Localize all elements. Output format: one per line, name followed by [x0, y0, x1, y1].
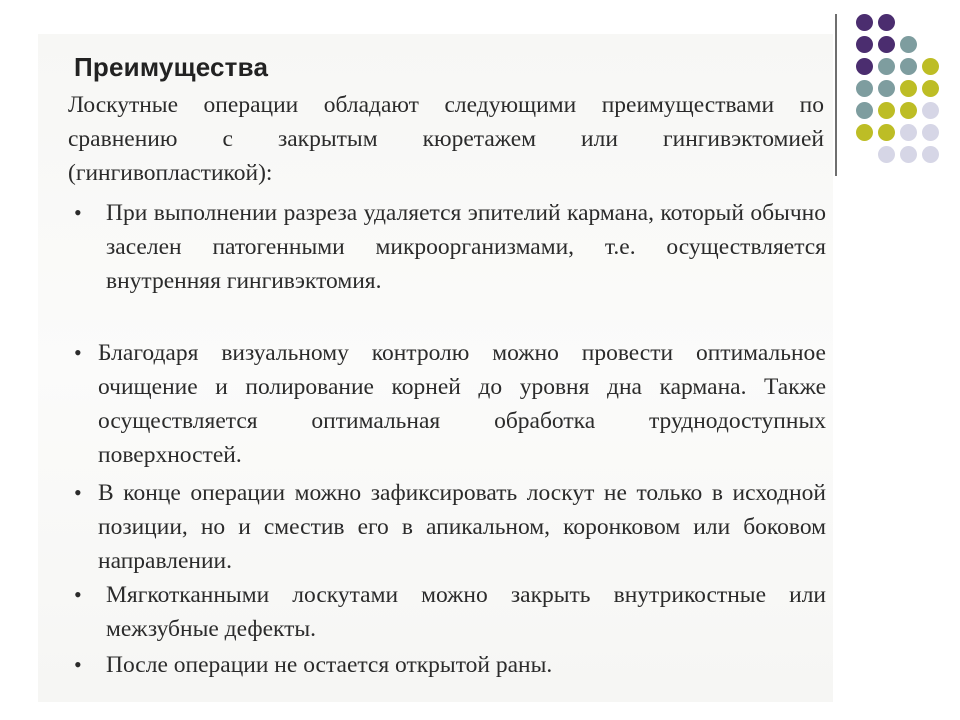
bullet-icon: • — [74, 200, 82, 225]
dot — [900, 58, 917, 75]
list-item-text: После операции не остается открытой раны. — [106, 652, 553, 678]
dot — [878, 36, 895, 53]
bullet-icon: • — [74, 652, 82, 677]
dot — [856, 36, 873, 53]
dot — [922, 146, 939, 163]
decorative-dot-grid — [848, 14, 948, 164]
dot — [922, 58, 939, 75]
dot — [878, 80, 895, 97]
dot — [900, 80, 917, 97]
intro-paragraph: Лоскутные операции обладают следующими преимуществами по сравнению с закрытым кюретажем или гингивэктомией (гингивопластикой): — [68, 92, 824, 186]
dot — [856, 124, 873, 141]
dot — [878, 14, 895, 31]
list-item — [74, 196, 826, 332]
dot — [856, 14, 873, 31]
list-item — [74, 476, 826, 578]
bullet-icon: • — [74, 340, 82, 365]
bullet-icon: • — [74, 582, 82, 607]
list-item-text: Мягкотканными лоскутами можно закрыть внутрикостные или межзубные дефекты. — [106, 582, 826, 642]
dot — [922, 124, 939, 141]
page-title: Преимущества — [74, 52, 269, 82]
list-item-text: При выполнении разреза удаляется эпителий кармана, который обычно заселен патогенными микроорганизмами, т.е. осуществляется внутренняя гингивэктомия. — [106, 200, 826, 294]
list-item — [74, 648, 826, 682]
dot — [922, 102, 939, 119]
dot — [900, 102, 917, 119]
dot — [900, 146, 917, 163]
dot — [878, 124, 895, 141]
dot — [856, 102, 873, 119]
bullet-icon: • — [74, 480, 82, 505]
dot — [878, 102, 895, 119]
list-item-text: В конце операции можно зафиксировать лоскут не только в исходной позиции, но и сместив его в апикальном, коронковом или боковом направлении. — [98, 480, 826, 574]
dot — [856, 80, 873, 97]
dot — [878, 146, 895, 163]
list-item — [74, 336, 826, 472]
dot — [922, 80, 939, 97]
dot — [900, 36, 917, 53]
list-item-text: Благодаря визуальному контролю можно провести оптимальное очищение и полирование корней до уровня дна кармана. Также осуществляется оптимальная обработка труднодоступных поверхностей. — [98, 340, 826, 468]
list-item — [74, 578, 826, 646]
dot — [878, 58, 895, 75]
dot — [900, 124, 917, 141]
dot — [856, 58, 873, 75]
vertical-divider — [835, 14, 837, 176]
